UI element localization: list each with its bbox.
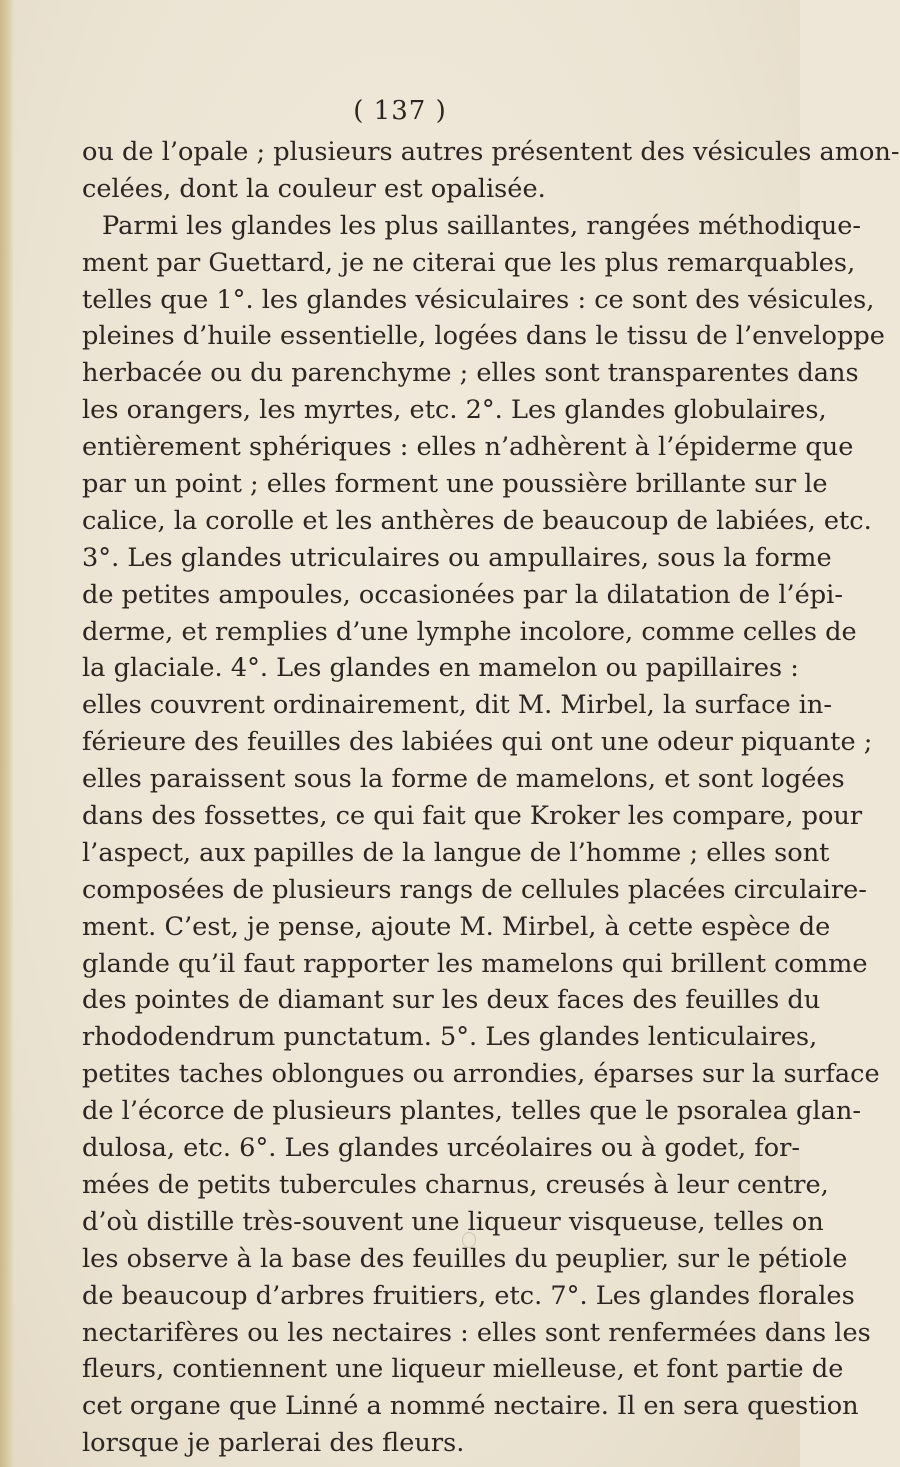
text-line: la glaciale. 4°. Les glandes en mamelon ou papillaires : <box>82 653 799 684</box>
text-line: mées de petits tubercules charnus, creusés à leur centre, <box>82 1169 829 1200</box>
text-line: de beaucoup d’arbres fruitiers, etc. 7°. Les glandes florales <box>82 1280 855 1311</box>
text-line: Parmi les glandes les plus saillantes, rangées méthodique- <box>102 210 862 241</box>
text-line: d’où distille très-souvent une liqueur visqueuse, telles on <box>82 1206 824 1237</box>
text-line: entièrement sphériques : elles n’adhèrent à l’épiderme que <box>82 432 854 463</box>
text-line: calice, la corolle et les anthères de beaucoup de labiées, etc. <box>82 505 872 536</box>
page-number-header: ( 137 ) <box>353 96 447 126</box>
text-line: férieure des feuilles des labiées qui ont une odeur piquante ; <box>82 727 873 758</box>
body-text <box>82 134 900 1462</box>
text-line: herbacée ou du parenchyme ; elles sont transparentes dans <box>82 358 859 389</box>
text-line: ment. C’est, je pense, ajoute M. Mirbel, à cette espèce de <box>82 911 831 942</box>
text-line: glande qu’il faut rapporter les mamelons qui brillent comme <box>82 948 868 979</box>
text-line: dulosa, etc. 6°. Les glandes urcéolaires ou à godet, for- <box>82 1133 800 1164</box>
text-line: l’aspect, aux papilles de la langue de l’homme ; elles sont <box>82 837 830 868</box>
text-line: elles couvrent ordinairement, dit M. Mirbel, la surface in- <box>82 690 833 721</box>
text-line: rhododendrum punctatum. 5°. Les glandes lenticulaires, <box>82 1022 818 1053</box>
text-line: 3°. Les glandes utriculaires ou ampullaires, sous la forme <box>82 542 832 573</box>
text-line: de petites ampoules, occasionées par la dilatation de l’épi- <box>82 579 844 610</box>
text-line: les observe à la base des feuilles du peuplier, sur le pétiole <box>82 1243 848 1274</box>
text-line: telles que 1°. les glandes vésiculaires : ce sont des vésicules, <box>82 284 875 315</box>
text-line: pleines d’huile essentielle, logées dans le tissu de l’enveloppe <box>82 321 885 352</box>
text-line: cet organe que Linné a nommé nectaire. Il en sera question <box>82 1391 859 1422</box>
paper-blemish <box>462 1232 476 1248</box>
text-line: des pointes de diamant sur les deux faces des feuilles du <box>82 985 821 1016</box>
text-line: ment par Guettard, je ne citerai que les plus remarquables, <box>82 247 856 278</box>
text-line: dans des fossettes, ce qui fait que Kroker les compare, pour <box>82 801 863 832</box>
text-line: elles paraissent sous la forme de mamelons, et sont logées <box>82 764 845 795</box>
text-line: celées, dont la couleur est opalisée. <box>82 173 546 204</box>
text-line: derme, et remplies d’une lymphe incolore, comme celles de <box>82 616 857 647</box>
text-line: lorsque je parlerai des fleurs. <box>82 1428 465 1459</box>
text-line: ou de l’opale ; plusieurs autres présentent des vésicules amon- <box>82 137 900 167</box>
page-edge-shadow <box>0 0 14 1467</box>
text-line: par un point ; elles forment une poussière brillante sur le <box>82 469 828 500</box>
text-line: fleurs, contiennent une liqueur mielleuse, et font partie de <box>82 1354 844 1385</box>
text-line: nectarifères ou les nectaires : elles sont renfermées dans les <box>82 1317 871 1348</box>
text-line: composées de plusieurs rangs de cellules placées circulaire- <box>82 874 867 905</box>
text-line: petites taches oblongues ou arrondies, éparses sur la surface <box>82 1059 880 1090</box>
text-line: de l’écorce de plusieurs plantes, telles que le psoralea glan- <box>82 1096 861 1127</box>
text-line: les orangers, les myrtes, etc. 2°. Les glandes globulaires, <box>82 395 827 426</box>
